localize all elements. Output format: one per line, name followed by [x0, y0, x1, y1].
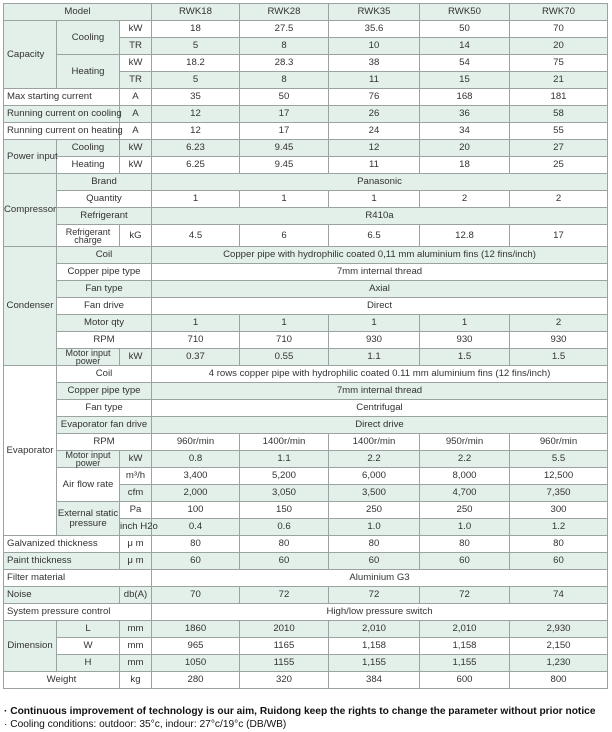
value-cell: 11: [329, 157, 420, 174]
table-row: [4, 587, 608, 604]
value-cell: Panasonic: [152, 174, 608, 191]
value-cell: 20: [510, 38, 608, 55]
unit-cell: μ m: [120, 536, 152, 553]
row-label: Paint thickness: [4, 553, 120, 570]
value-cell: 60: [152, 553, 240, 570]
value-cell: 2: [510, 191, 608, 208]
value-cell: 58: [510, 106, 608, 123]
value-cell: 10: [329, 38, 420, 55]
value-cell: 7mm internal thread: [152, 264, 608, 281]
value-cell: 1.5: [420, 349, 510, 366]
value-cell: 2: [510, 315, 608, 332]
unit-cell: kG: [120, 225, 152, 247]
value-cell: 1.0: [420, 519, 510, 536]
value-cell: 4.5: [152, 225, 240, 247]
table-row: [4, 298, 608, 315]
value-cell: Aluminium G3: [152, 570, 608, 587]
spec-table: [3, 3, 608, 689]
table-row: [4, 468, 608, 485]
value-cell: 960r/min: [152, 434, 240, 451]
model-name-header: RWK18: [152, 4, 240, 21]
value-cell: 1: [240, 315, 329, 332]
value-cell: 35: [152, 89, 240, 106]
value-cell: 18: [152, 21, 240, 38]
value-cell: 1.2: [510, 519, 608, 536]
table-row: [4, 247, 608, 264]
value-cell: 1,158: [420, 638, 510, 655]
value-cell: 1: [329, 315, 420, 332]
value-cell: 6.5: [329, 225, 420, 247]
unit-cell: Pa: [120, 502, 152, 519]
value-cell: 2.2: [420, 451, 510, 468]
value-cell: 300: [510, 502, 608, 519]
value-cell: 17: [240, 123, 329, 140]
value-cell: 12,500: [510, 468, 608, 485]
table-row: [4, 604, 608, 621]
table-row: [4, 570, 608, 587]
row-label: Motor qty: [57, 315, 152, 332]
value-cell: 384: [329, 672, 420, 689]
value-cell: 11: [329, 72, 420, 89]
value-cell: 70: [152, 587, 240, 604]
value-cell: 1400r/min: [240, 434, 329, 451]
evaporator-label: Evaporator: [4, 366, 57, 536]
table-row: [4, 434, 608, 451]
cooling-label: Cooling: [57, 140, 120, 157]
table-row: [4, 536, 608, 553]
value-cell: High/low pressure switch: [152, 604, 608, 621]
value-cell: 710: [152, 332, 240, 349]
value-cell: 1: [152, 191, 240, 208]
value-cell: 7,350: [510, 485, 608, 502]
value-cell: 1,155: [329, 655, 420, 672]
unit-cell: kW: [120, 21, 152, 38]
value-cell: 76: [329, 89, 420, 106]
value-cell: 2: [420, 191, 510, 208]
row-label: Brand: [57, 174, 152, 191]
table-row: [4, 366, 608, 383]
value-cell: 280: [152, 672, 240, 689]
value-cell: 2,010: [420, 621, 510, 638]
value-cell: 965: [152, 638, 240, 655]
value-cell: 54: [420, 55, 510, 72]
value-cell: 24: [329, 123, 420, 140]
value-cell: 930: [510, 332, 608, 349]
power-input-label: Power input: [4, 140, 57, 174]
unit-cell: kW: [120, 451, 152, 468]
table-row: [4, 655, 608, 672]
value-cell: 25: [510, 157, 608, 174]
value-cell: 2,000: [152, 485, 240, 502]
value-cell: 80: [240, 536, 329, 553]
table-row: [4, 191, 608, 208]
row-label: Evaporator fan drive: [57, 417, 152, 434]
value-cell: 6.25: [152, 157, 240, 174]
value-cell: 6,000: [329, 468, 420, 485]
table-row: [4, 672, 608, 689]
model-name-header: RWK50: [420, 4, 510, 21]
unit-cell: TR: [120, 72, 152, 89]
table-row: [4, 451, 608, 468]
table-row: [4, 123, 608, 140]
value-cell: 320: [240, 672, 329, 689]
value-cell: 181: [510, 89, 608, 106]
value-cell: 21: [510, 72, 608, 89]
value-cell: 3,400: [152, 468, 240, 485]
value-cell: 80: [510, 536, 608, 553]
row-label: Motor input power: [57, 451, 120, 468]
row-label: Quantity: [57, 191, 152, 208]
unit-cell: A: [120, 123, 152, 140]
value-cell: 1: [152, 315, 240, 332]
value-cell: 55: [510, 123, 608, 140]
value-cell: 1.1: [329, 349, 420, 366]
value-cell: 800: [510, 672, 608, 689]
unit-cell: kW: [120, 55, 152, 72]
value-cell: 100: [152, 502, 240, 519]
value-cell: 12: [152, 123, 240, 140]
value-cell: 1155: [240, 655, 329, 672]
value-cell: 8: [240, 38, 329, 55]
value-cell: 1.5: [510, 349, 608, 366]
row-label: Coil: [57, 247, 152, 264]
value-cell: 5,200: [240, 468, 329, 485]
value-cell: 74: [510, 587, 608, 604]
value-cell: 1,230: [510, 655, 608, 672]
value-cell: 72: [240, 587, 329, 604]
condenser-label: Condenser: [4, 247, 57, 366]
table-row: [4, 417, 608, 434]
row-label: Fan type: [57, 281, 152, 298]
value-cell: 168: [420, 89, 510, 106]
row-label: Refrigerant charge: [57, 225, 120, 247]
row-label: Noise: [4, 587, 120, 604]
value-cell: 28.3: [240, 55, 329, 72]
row-label: H: [57, 655, 120, 672]
value-cell: 60: [420, 553, 510, 570]
unit-cell: kW: [120, 349, 152, 366]
value-cell: 80: [152, 536, 240, 553]
compressor-label: Compressor: [4, 174, 57, 247]
value-cell: 60: [329, 553, 420, 570]
table-row: [4, 332, 608, 349]
table-row: [4, 174, 608, 191]
value-cell: 1.1: [240, 451, 329, 468]
value-cell: 5.5: [510, 451, 608, 468]
value-cell: 18.2: [152, 55, 240, 72]
model-name-header: RWK35: [329, 4, 420, 21]
value-cell: 1400r/min: [329, 434, 420, 451]
table-row: [4, 502, 608, 519]
value-cell: 38: [329, 55, 420, 72]
row-label: Air flow rate: [57, 468, 120, 502]
table-row: [4, 383, 608, 400]
row-label: Running current on cooling: [4, 106, 120, 123]
row-label: Coil: [57, 366, 152, 383]
row-label: RPM: [57, 434, 152, 451]
table-row: [4, 225, 608, 247]
table-row: [4, 315, 608, 332]
dimension-label: Dimension: [4, 621, 57, 672]
row-label: Galvanized thickness: [4, 536, 120, 553]
value-cell: 0.55: [240, 349, 329, 366]
value-cell: 26: [329, 106, 420, 123]
table-row: [4, 21, 608, 38]
unit-cell: mm: [120, 621, 152, 638]
row-label: Copper pipe type: [57, 383, 152, 400]
value-cell: 36: [420, 106, 510, 123]
table-row: [4, 4, 608, 21]
value-cell: 950r/min: [420, 434, 510, 451]
value-cell: 1.0: [329, 519, 420, 536]
value-cell: 1: [420, 315, 510, 332]
value-cell: Copper pipe with hydrophilic coated 0,11 mm aluminium fins (12 fins/inch): [152, 247, 608, 264]
unit-cell: kW: [120, 140, 152, 157]
table-row: [4, 638, 608, 655]
value-cell: 1,155: [420, 655, 510, 672]
heating-label: Heating: [57, 55, 120, 89]
value-cell: 72: [420, 587, 510, 604]
value-cell: 250: [420, 502, 510, 519]
row-label: Refrigerant: [57, 208, 152, 225]
value-cell: 3,500: [329, 485, 420, 502]
value-cell: 9.45: [240, 157, 329, 174]
unit-cell: inch H2o: [120, 519, 152, 536]
value-cell: 1860: [152, 621, 240, 638]
value-cell: 17: [240, 106, 329, 123]
value-cell: 80: [329, 536, 420, 553]
value-cell: 930: [329, 332, 420, 349]
value-cell: 1,158: [329, 638, 420, 655]
value-cell: 34: [420, 123, 510, 140]
value-cell: 2010: [240, 621, 329, 638]
value-cell: Direct drive: [152, 417, 608, 434]
value-cell: 1: [329, 191, 420, 208]
value-cell: 930: [420, 332, 510, 349]
value-cell: 1: [240, 191, 329, 208]
unit-cell: mm: [120, 655, 152, 672]
unit-cell: μ m: [120, 553, 152, 570]
table-row: [4, 264, 608, 281]
unit-cell: mm: [120, 638, 152, 655]
value-cell: 1050: [152, 655, 240, 672]
row-label: RPM: [57, 332, 152, 349]
table-row: [4, 55, 608, 72]
capacity-label: Capacity: [4, 21, 57, 89]
value-cell: 710: [240, 332, 329, 349]
value-cell: 20: [420, 140, 510, 157]
unit-cell: A: [120, 106, 152, 123]
value-cell: 3,050: [240, 485, 329, 502]
row-label: Motor input power: [57, 349, 120, 366]
heating-label: Heating: [57, 157, 120, 174]
unit-cell: A: [120, 89, 152, 106]
value-cell: 8: [240, 72, 329, 89]
footer-note-conditions: · Cooling conditions: outdoor: 35°c, indour: 27°c/19°c (DB/WB): [4, 719, 287, 730]
value-cell: 35.6: [329, 21, 420, 38]
value-cell: 27.5: [240, 21, 329, 38]
value-cell: 0.8: [152, 451, 240, 468]
value-cell: 2,010: [329, 621, 420, 638]
value-cell: 70: [510, 21, 608, 38]
row-label: System pressure control: [4, 604, 152, 621]
unit-cell: kg: [120, 672, 152, 689]
table-row: [4, 349, 608, 366]
table-row: [4, 89, 608, 106]
unit-cell: db(A): [120, 587, 152, 604]
value-cell: 12.8: [420, 225, 510, 247]
row-label: Copper pipe type: [57, 264, 152, 281]
value-cell: 18: [420, 157, 510, 174]
value-cell: 150: [240, 502, 329, 519]
table-row: [4, 140, 608, 157]
value-cell: Axial: [152, 281, 608, 298]
row-label: Fan drive: [57, 298, 152, 315]
model-name-header: RWK28: [240, 4, 329, 21]
row-label: Filter material: [4, 570, 152, 587]
row-label: W: [57, 638, 120, 655]
value-cell: 60: [240, 553, 329, 570]
table-row: [4, 281, 608, 298]
row-label: Running current on heating: [4, 123, 120, 140]
value-cell: 0.37: [152, 349, 240, 366]
table-row: [4, 208, 608, 225]
value-cell: 2.2: [329, 451, 420, 468]
value-cell: 0.6: [240, 519, 329, 536]
unit-cell: TR: [120, 38, 152, 55]
value-cell: 6: [240, 225, 329, 247]
value-cell: 960r/min: [510, 434, 608, 451]
value-cell: 1165: [240, 638, 329, 655]
value-cell: 2,150: [510, 638, 608, 655]
row-label: L: [57, 621, 120, 638]
value-cell: 14: [420, 38, 510, 55]
value-cell: 250: [329, 502, 420, 519]
table-row: [4, 553, 608, 570]
value-cell: 7mm internal thread: [152, 383, 608, 400]
unit-cell: m³/h: [120, 468, 152, 485]
value-cell: 6.23: [152, 140, 240, 157]
row-label: Weight: [4, 672, 120, 689]
table-row: [4, 621, 608, 638]
value-cell: 2,930: [510, 621, 608, 638]
value-cell: 5: [152, 38, 240, 55]
value-cell: 17: [510, 225, 608, 247]
value-cell: 8,000: [420, 468, 510, 485]
value-cell: 0.4: [152, 519, 240, 536]
value-cell: 50: [420, 21, 510, 38]
value-cell: 27: [510, 140, 608, 157]
value-cell: 60: [510, 553, 608, 570]
value-cell: 4 rows copper pipe with hydrophilic coated 0.11 mm aluminium fins (12 fins/inch): [152, 366, 608, 383]
row-label: External static pressure: [57, 502, 120, 536]
unit-cell: kW: [120, 157, 152, 174]
model-name-header: RWK70: [510, 4, 608, 21]
value-cell: Direct: [152, 298, 608, 315]
model-header: Model: [4, 4, 152, 21]
value-cell: 50: [240, 89, 329, 106]
cooling-label: Cooling: [57, 21, 120, 55]
value-cell: 5: [152, 72, 240, 89]
value-cell: 72: [329, 587, 420, 604]
value-cell: 600: [420, 672, 510, 689]
value-cell: R410a: [152, 208, 608, 225]
footer-note-improvement: · Continuous improvement of technology is our aim, Ruidong keep the rights to change the parameter without prior notice: [4, 706, 596, 717]
row-label: Fan type: [57, 400, 152, 417]
footer-notes: [4, 705, 595, 731]
value-cell: 80: [420, 536, 510, 553]
value-cell: 75: [510, 55, 608, 72]
row-label: Max starting current: [4, 89, 120, 106]
value-cell: 15: [420, 72, 510, 89]
value-cell: 4,700: [420, 485, 510, 502]
unit-cell: cfm: [120, 485, 152, 502]
table-row: [4, 400, 608, 417]
value-cell: 12: [152, 106, 240, 123]
table-row: [4, 106, 608, 123]
value-cell: 12: [329, 140, 420, 157]
table-row: [4, 157, 608, 174]
value-cell: Centrifugal: [152, 400, 608, 417]
value-cell: 9.45: [240, 140, 329, 157]
